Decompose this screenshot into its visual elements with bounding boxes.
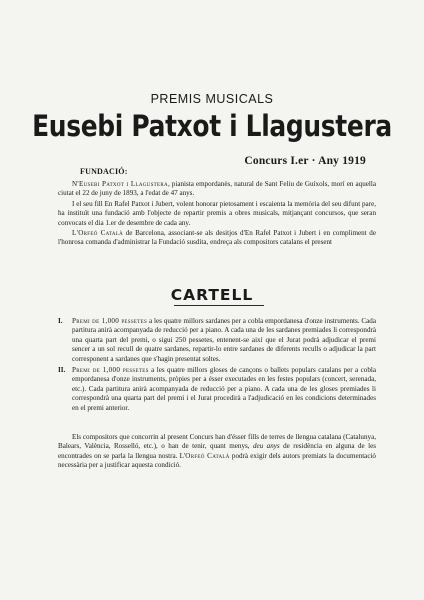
cartell-heading: CARTELL — [170, 286, 254, 304]
premi-item-2 — [58, 366, 376, 413]
fundacio-paragraph-3 — [58, 229, 376, 248]
fundacio-paragraph-2: I el seu fill En Rafel Patxot i Jubert, volent honorar pietosament i escaienta la memòria del seu difunt pare, ha instituït una fundació amb l'objecte de repartir premis a obres musicals, mitjançant concursos, que seran convocats el dia 1.er de desembre de cada any. — [58, 199, 376, 227]
premis-musicals-heading: PREMIS MUSICALS — [150, 92, 274, 106]
premi-item-2-number: II. — [58, 366, 66, 374]
closing-text-1: Els compositors que concorrin al present Concurs han d'ésser fills de terres de llengua catalana (Catalunya, Balears, València, Rosselló, etc.), o han de tenir, quant menys, — [58, 433, 376, 451]
fundacio-label: FUNDACIÓ: — [80, 167, 128, 176]
premi-item-2-body — [72, 366, 376, 413]
closing-orfeo-name: Orfeó Català — [185, 451, 230, 460]
orfeo-name: L'Orfeó Català — [72, 229, 124, 238]
page-title: Eusebi Patxot i Llagustera — [32, 109, 392, 143]
closing-text-3: podrà exigir dels autors premiats la documentació necessària per a justificar aquesta condició. — [58, 451, 376, 470]
fundacio-paragraph-1-text: , pianista empordanès, natural de Sant Feliu de Guíxols, morí en aquella ciutat el 22 de juny de 1893, a l'edat de 47 anys. — [58, 180, 376, 198]
premi-item-1-body — [72, 317, 376, 364]
closing-italic: deu anys — [252, 442, 280, 451]
founder-name: N'Eusebi Patxot i Llagustera — [72, 180, 168, 188]
premi-item-2-lead: Premi de 1,000 pessetes — [72, 366, 149, 374]
premi-item-1-lead: Premi de 1,000 pessetes — [72, 317, 148, 325]
premi-item-1-number: I. — [58, 317, 63, 325]
closing-paragraph — [58, 433, 376, 471]
closing-section — [58, 433, 376, 472]
closing-text-2: de residència en alguna de les encontrades on se parla la llengua nostra. L' — [58, 442, 376, 460]
premi-item-2-text: a les quatre millors gloses de cançons o ballets populars catalans per a cobla empordanesa d'onze instruments, pròpies per a ésser executades en les festes populars (concert, serenada, etc.). Cada partitura anirà acompanyada de reducció per a piano. A cada una de les gloses premiades li correspondrà una quarta part del premi i el Jurat procedirà a l'adjudicació en les condicions determinades en el premi anterior. — [72, 366, 376, 412]
fundacio-paragraph-1 — [58, 180, 376, 199]
premi-item-1-text: a les quatre millors sardanes per a cobla empordanesa d'onze instruments. Cada partitura anirà acompanyada de reducció per a piano. A cada una de les sardanes premiades li correspondrà una quarta part del premi, o sigui 250 pessetes, entenent-se així que el Jurat podrà adjudicar el premi sencer a un sol recull de quatre sardanes, repartir-lo entre sardanes de diferents reculls o adjudicar la part corresponent a sardanes que s'hagin presentat soltes. — [72, 317, 376, 363]
fundacio-section — [58, 180, 376, 249]
cartell-divider — [174, 305, 264, 306]
concurs-line: Concurs I.er · Any 1919 — [244, 155, 366, 167]
fundacio-paragraph-3-text: de Barcelona, associant-se als desitjos d'En Rafel Patxot i Jubert i en compliment de l'honrosa comanda d'administrar la Fundació susdita, endreça als compositors catalans el present — [58, 229, 376, 247]
premi-item-1 — [58, 317, 376, 364]
